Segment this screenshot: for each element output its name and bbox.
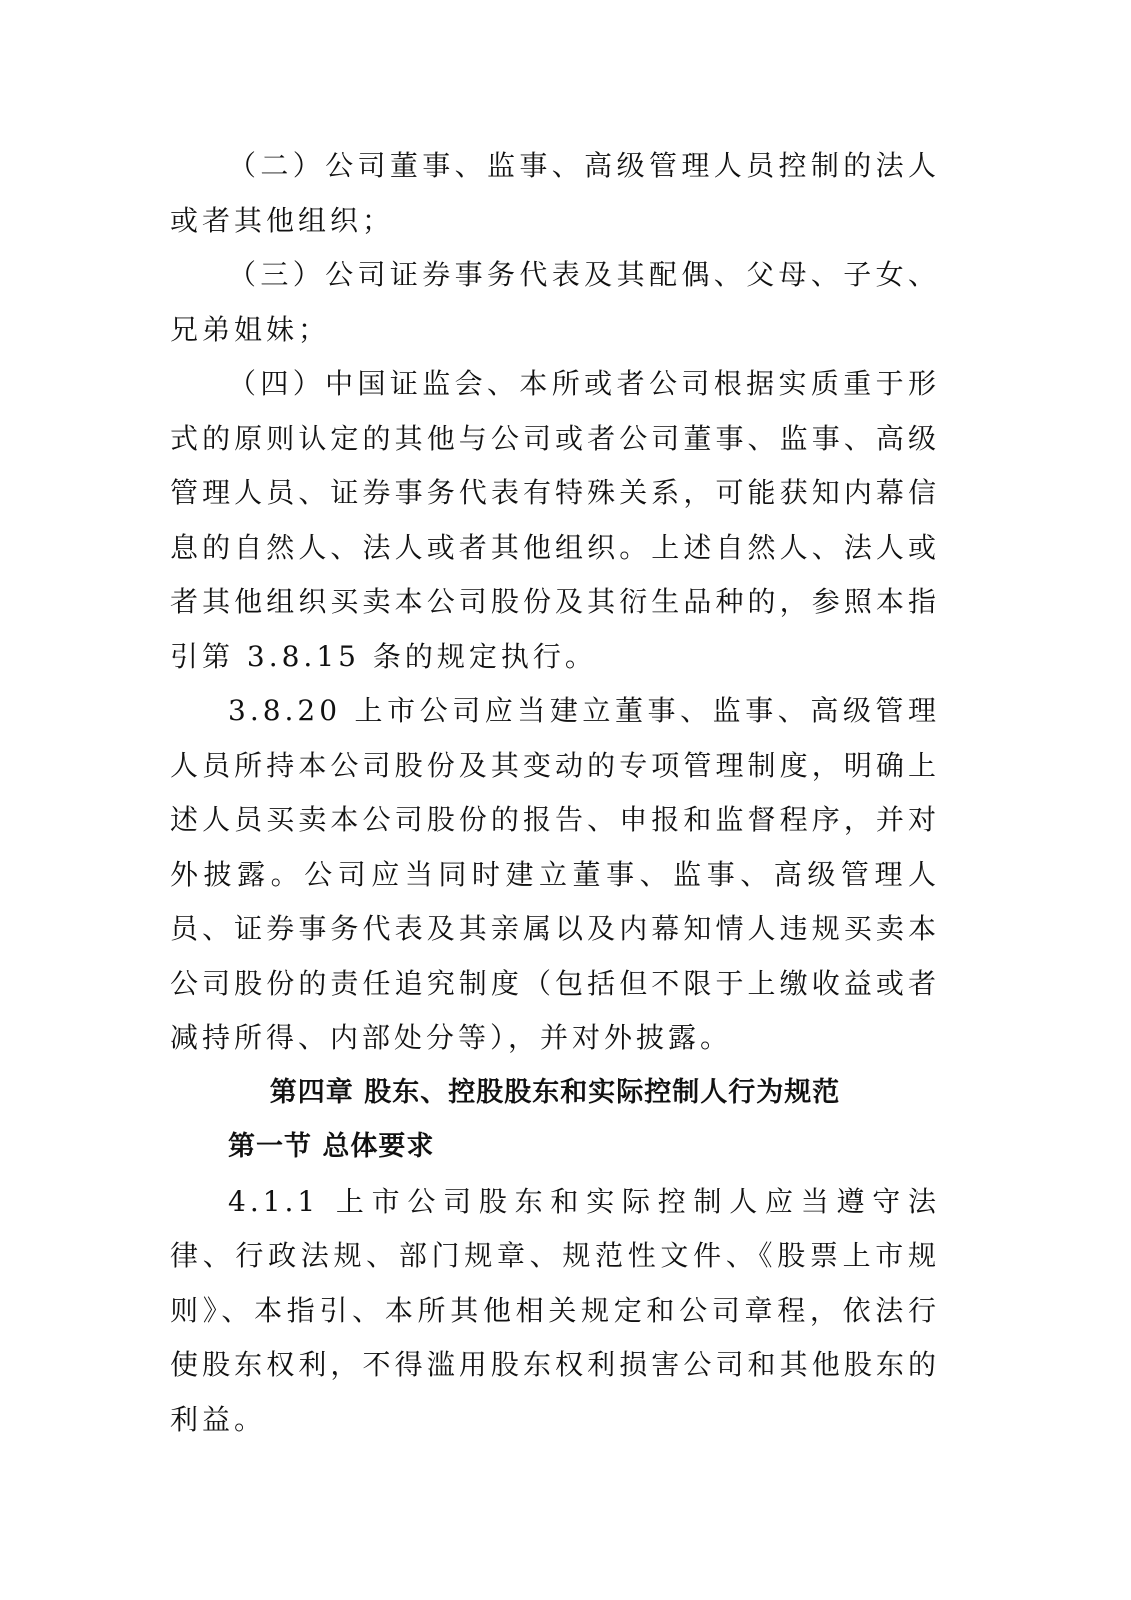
paragraph-item-4: （四）中国证监会、本所或者公司根据实质重于形式的原则认定的其他与公司或者公司董事、监事、高级管理人员、证券事务代表有特殊关系，可能获知内幕信息的自然人、法人或者其他组织。上述自然人、法人或者其他组织买卖本公司股份及其衍生品种的，参照本指引第 3.8.15 条的规定执行。 bbox=[170, 367, 940, 673]
paragraph-item-3: （三）公司证券事务代表及其配偶、父母、子女、兄弟姐妹； bbox=[170, 258, 940, 346]
document-page bbox=[170, 139, 940, 1447]
paragraph-article-4-1-1: 4.1.1 上市公司股东和实际控制人应当遵守法律、行政法规、部门规章、规范性文件、《股票上市规则》、本指引、本所其他相关规定和公司章程，依法行使股东权利，不得滥用股东权利损害公司和其他股东的利益。 bbox=[170, 1184, 940, 1436]
paragraph-article-3-8-20: 3.8.20 上市公司应当建立董事、监事、高级管理人员所持本公司股份及其变动的专项管理制度，明确上述人员买卖本公司股份的报告、申报和监督程序，并对外披露。公司应当同时建立董事、监事、高级管理人员、证券事务代表及其亲属以及内幕知情人违规买卖本公司股份的责任追究制度（包括但不限于上缴收益或者减持所得、内部处分等），并对外披露。 bbox=[170, 694, 940, 1054]
paragraph-item-2: （二）公司董事、监事、高级管理人员控制的法人或者其他组织； bbox=[170, 149, 940, 237]
section-title: 第一节 总体要求 bbox=[228, 1131, 435, 1162]
chapter-title: 第四章 股东、控股股东和实际控制人行为规范 bbox=[269, 1076, 841, 1108]
